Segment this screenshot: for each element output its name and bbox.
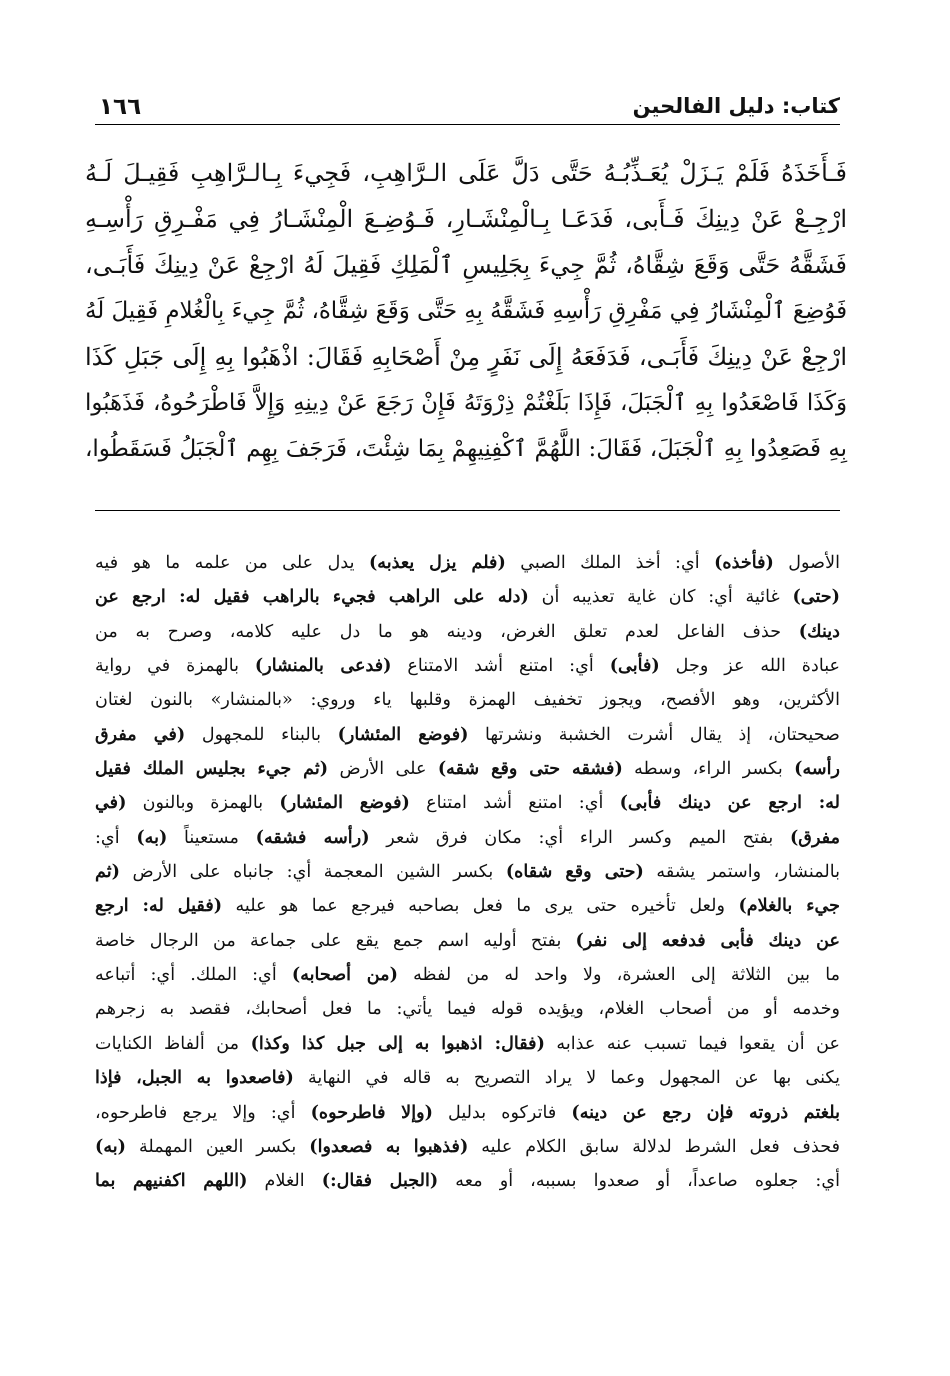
quoted-phrase: (رأسه فشقه) [255, 826, 370, 848]
quoted-phrase: عن دينك فأبى فدفعه إلى نفر) [575, 929, 840, 951]
quoted-phrase: (فقال: اذهبوا به إلى جبل كذا وكذا) [250, 1032, 545, 1054]
commentary-text: بالهمزة في رواية [95, 656, 255, 677]
quoted-phrase: (فذهبوا به فصعدوا) [309, 1135, 469, 1157]
commentary-text: أي: الملك. أي: أتباعه [95, 965, 292, 986]
commentary-text: على الأرض [328, 759, 438, 780]
quoted-phrase: (من أصحابه) [291, 964, 398, 986]
commentary-text: من ألفاظ الكنايات [95, 1033, 251, 1054]
quoted-phrase: (فشقه حتى وقع شقه) [437, 758, 623, 780]
quoted-phrase: (حتى وقع شقاه) [505, 861, 644, 883]
commentary-line [95, 649, 840, 683]
quoted-phrase: (في مفرق [95, 723, 186, 745]
commentary-line [95, 718, 840, 752]
commentary-text: أي: وإلا يرجع فاطرحوه، [95, 1102, 311, 1123]
hadith-line: بِهِ فَصَعِدُوا بِهِ ٱلْجَبَلَ، فَقَالَ: اللَّهُمَّ ٱكْفِنِيهِمْ بِمَا شِئْتَ، فَرَجَفَ بِهِم ٱلْجَبَلُ فَسَقَطُوا، [85, 436, 847, 462]
commentary-text: عبادة الله عز وجل [659, 656, 841, 677]
commentary-text: بفتح أوليه اسم جمع يقع على جماعة من الرجال خاصة [95, 930, 576, 951]
quoted-phrase: (الجبل فقال:) [321, 1170, 439, 1192]
commentary-text: الأصول [773, 553, 840, 573]
book-title: كتاب: دليل الفالحين [632, 94, 840, 118]
commentary-text: بكسر الراء، وسطه [622, 759, 795, 780]
quoted-phrase: (اللهم اكفنيهم بما [95, 1170, 248, 1192]
commentary-text: فحذف فعل الشرط لدلالة سابق الكلام عليه [468, 1136, 840, 1157]
quoted-phrase: (حتى) [792, 586, 840, 608]
commentary-text: فاتركوه بدليل [432, 1102, 572, 1123]
quoted-phrase: (به) [95, 1135, 126, 1157]
quoted-phrase: (فاصعدوا به الجبل، فإذا [95, 1067, 294, 1089]
quoted-phrase: (فوضع المئشار) [337, 723, 469, 745]
commentary-text: ما بين الثلاثة إلى العشرة، ولا واحد له من لفظه [397, 965, 841, 986]
commentary-line [95, 924, 840, 958]
commentary-line [95, 752, 840, 786]
quoted-phrase: له: ارجع عن دينك فأبى) [619, 792, 841, 814]
hadith-line: فَوُضِعَ ٱلْمِنْشَارُ فِي مَفْرِقِ رَأْسِهِ فَشَقَّهُ بِهِ حَتَّى وَقَعَ شِقَّاهُ، ثُمَّ جِيءَ بِالْغُلامِ فَقِيلَ لَهُ [85, 298, 847, 324]
commentary-line [95, 1027, 840, 1061]
commentary-line [95, 992, 840, 1026]
commentary-text: يكنى بها عن المجهول وعما لا يراد التصريح به قاله في النهاية [293, 1068, 841, 1089]
quoted-phrase: (وإلا فاطرحوه) [310, 1101, 433, 1123]
commentary [95, 546, 840, 1199]
commentary-text: يدل على من علمه ما هو فيه [95, 553, 369, 573]
section-divider [95, 510, 840, 511]
commentary-text: بالهمزة وبالنون [126, 793, 280, 814]
commentary-text: بالمنشار، واستمر يشقه [643, 862, 840, 883]
commentary-text: الغلام [247, 1171, 322, 1192]
commentary-text: بالبناء للمجهول [185, 724, 338, 745]
hadith-line: وَكَذَا فَاصْعَدُوا بِهِ ٱلْجَبَلَ، فَإِذَا بَلَغْتُمْ ذِرْوَتَهُ فَإِنْ رَجَعَ عَنْ دِينِهِ وَإِلاَّ فَاطْرَحُوهُ، فَذَهَبُوا [85, 390, 847, 416]
commentary-text: حذف الفاعل لعدم تعلق الغرض، ودينه هو ما دل عليه كلامه، وصرح به من [95, 621, 799, 642]
commentary-text: بكسر العين المهملة [125, 1136, 310, 1157]
commentary-line [95, 821, 840, 855]
commentary-line [95, 1130, 840, 1164]
commentary-line [95, 786, 840, 820]
hadith-line: فَـأَخَذَهُ فَلَمْ يَـزَلْ يُعَـذِّبُـهُ حَتَّى دَلَّ عَلَى الـرَّاهِبِ، فَجِيءَ بِـالـرَّاهِبِ فَقِيـلَ لَـهُ [85, 159, 847, 187]
commentary-text: صحيحتان، إذ يقال أشرت الخشبة ونشرتها [468, 724, 840, 745]
commentary-text: مستعيناً [167, 827, 256, 848]
quoted-phrase: (فلم يزل يعذبه) [368, 552, 506, 573]
quoted-phrase: جيء بالغلام) [738, 895, 841, 917]
quoted-phrase: (فدعى بالمنشار) [254, 655, 392, 677]
commentary-line [95, 1096, 840, 1130]
quoted-phrase: (فأبى) [609, 655, 660, 677]
commentary-line [95, 546, 840, 580]
quoted-phrase: (فوضع المئشار) [279, 792, 410, 814]
quoted-phrase: (ثم جيء بجليس الملك فقيل [95, 758, 329, 780]
commentary-text: غائية أي: كان غاية تعذيبه أن [528, 587, 793, 608]
quoted-phrase: بلغتم ذروته فإن رجع عن دينه) [571, 1101, 841, 1123]
commentary-text: بكسر الشين المعجمة أي: جانباه على الأرض [119, 862, 506, 883]
quoted-phrase: (ثم [95, 861, 120, 883]
commentary-text: أي: أخذ الملك الصبي [505, 553, 715, 573]
commentary-line [95, 683, 840, 717]
commentary-line [95, 580, 840, 614]
hadith-line: فَشَقَّهُ حَتَّى وَقَعَ شِقَّاهُ، ثُمَّ جِيءَ بِجَلِيسِ ٱلْمَلِكِ فَقِيلَ لَهُ ارْجِعْ عَنْ دِينِكَ فَأَبَـى، [85, 251, 847, 279]
commentary-line [95, 615, 840, 649]
commentary-text: الأكثرين، وهو الأفصح، ويجوز تخفيف الهمزة وقلبها ياء وروي: «بالمنشار» بالنون لغتان [95, 690, 840, 711]
quoted-phrase: رأسه) [794, 758, 841, 780]
hadith-line: ارْجِـعْ عَنْ دِينِكَ فَـأَبى، فَدَعَـا بِـالْمِنْشَـارِ، فَـوُضِـعَ الْمِنْشَـارُ فِي مَفْـرِقِ رَأْسِـهِ [85, 205, 847, 233]
page-number: ١٦٦ [99, 94, 142, 120]
quoted-phrase: دينك) [798, 620, 840, 642]
commentary-text: أي: جعلوه صاعداً، أو صعدوا بسببه، أو معه [438, 1171, 841, 1192]
quoted-phrase: مفرق) [789, 826, 840, 848]
quoted-phrase: (فأخذه) [714, 552, 774, 573]
commentary-text: عن أن يقعوا فيما تسبب عنه عذابه [544, 1033, 840, 1054]
commentary-line [95, 889, 840, 923]
commentary-line [95, 855, 840, 889]
hadith-line: ارْجِعْ عَنْ دِينِكَ فَأَبَـى، فَدَفَعَهُ إِلَى نَفَرٍ مِنْ أَصْحَابِهِ فَقَالَ: اذْهَبُوا بِهِ إِلَى جَبَلِ كَذَا [85, 343, 847, 371]
commentary-text: أي: امتنع أشد الامتناع [391, 656, 610, 677]
commentary-text: ولعل تأخيره حتى يرى ما فعل بصاحبه فيرجع عما هو عليه [222, 896, 739, 917]
commentary-text: وخدمه أو من أصحاب الغلام، ويؤيده قوله فيما يأتي: ما فعل أصحابك، فقصد به زجرهم [95, 999, 840, 1020]
commentary-text: بفتح الميم وكسر الراء أي: مكان فرق شعر [369, 827, 790, 848]
quoted-phrase: (دله على الراهب فجيء بالراهب فقيل له: ارجع عن [95, 586, 529, 608]
quoted-phrase: (فقيل له: ارجع [95, 895, 223, 917]
quoted-phrase: (في [95, 792, 127, 814]
hadith-text [85, 150, 847, 472]
commentary-line [95, 958, 840, 992]
commentary-text: أي: امتنع أشد امتناع [409, 793, 620, 814]
commentary-line [95, 1061, 840, 1095]
quoted-phrase: (به) [136, 826, 168, 848]
commentary-text: أي: [95, 827, 137, 848]
running-header [95, 88, 840, 125]
commentary-line [95, 1164, 840, 1198]
